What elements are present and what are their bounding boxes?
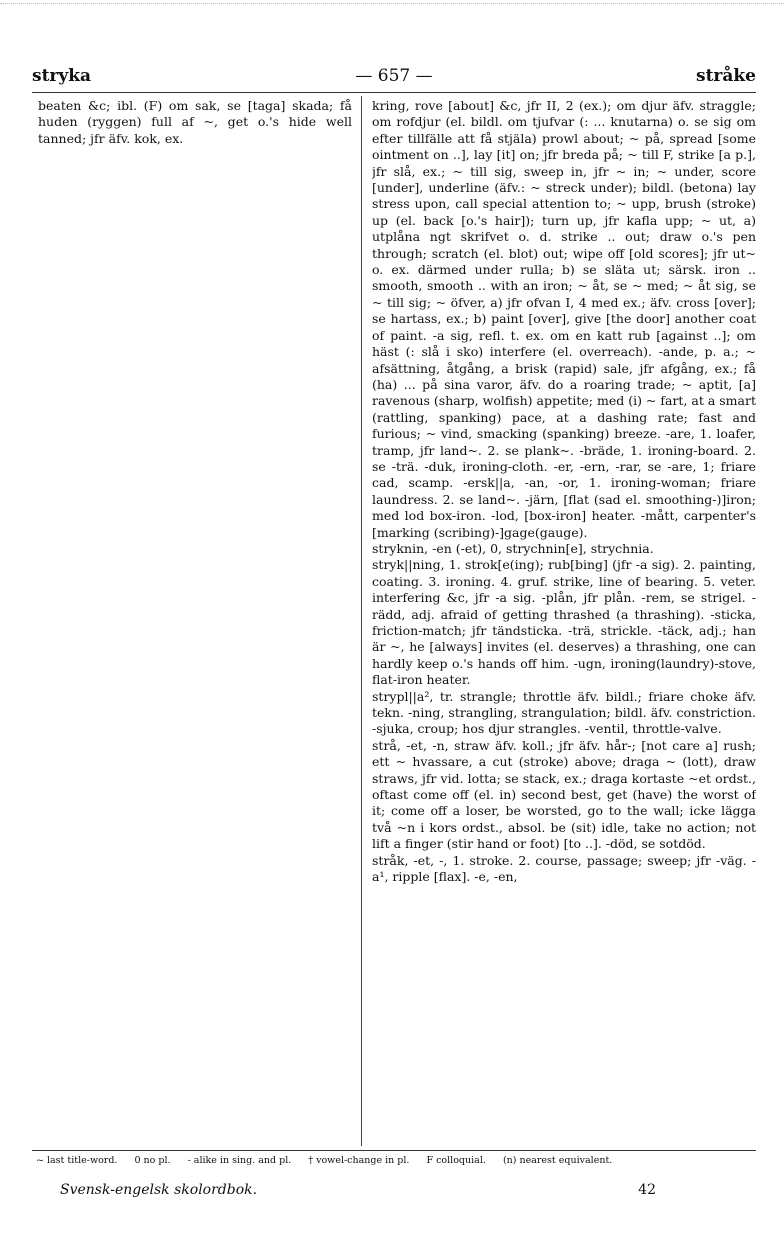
dictionary-entry: kring, rove [about] &c, jfr II, 2 (ex.); om djur äfv. straggle; om rofdjur (el. bildl. om tjufvar (: ... knutarna) o. se sig om efter tillfälle att få stjäla) prowl about; ~ på, spread [some ointment on ..], lay [it] on; jfr breda på; ~ till F, strike [a p.], jfr slå, ex.; ~ till sig, sweep in, jfr ~ in; ~ under, score [under], underline (äfv.: ~ streck under); bildl. (betona) lay stress upon, call special attention to; ~ upp, brush (stroke) up (el. back [o.'s hair]); turn up, jfr kafla upp; ~ ut, a) utplåna ngt skrifvet o. d. strike .. out; draw o.'s pen through; scratch (el. blot) out; wipe off [old scores]; jfr ut~ o. ex. därmed under rulla; b) se släta ut; särsk. iron .. smooth, smooth .. with an iron; ~ åt, se ~ med; ~ åt sig, se ~ till sig; ~ öfver, a) jfr ofvan I, 4 med ex.; äfv. cross [over]; se hartass, ex.; b) paint [over], give [the door] another coat of paint. -a sig, refl. t. ex. om en katt rub [against ..]; om häst (: slå i sko) interfere (el. overreach). -ande, p. a.; ~ afsättning, åtgång, a brisk (rapid) sale, jfr afgång, ex.; få (ha) ... på sina varor, äfv. do a roaring trade; ~ aptit, [a] ravenous (sharp, wolfish) appetite; med (i) ~ fart, at a smart (rattling, spanking) pace, at a dashing rate; fast and furious; ~ vind, smacking (spanking) breeze. -are, 1. loafer, tramp, jfr land~. 2. se plank~. -bräde, 1. ironing-board. 2. se -trä. -duk, ironing-cloth. -er, -ern, -rar, se -are, 1; friare cad, scamp. -ersk||a, -an, -or, 1. ironing-woman; friare laundress. 2. se land~. -järn, [flat (sad el. smoothing-)]iron; med lod box-iron. -lod, [box-iron] heater. -mått, carpenter's [marking (scribing)-]gage(gauge). bbox=[372, 98, 756, 540]
left-column bbox=[38, 98, 352, 1143]
abbreviation-legend bbox=[36, 1155, 754, 1166]
left-guide-word: stryka bbox=[32, 66, 92, 86]
dictionary-entry: stråk, -et, -, 1. stroke. 2. course, passage; sweep; jfr -väg. -a¹, ripple [flax]. -e, -en, bbox=[372, 852, 756, 885]
header-rule bbox=[32, 92, 756, 93]
dictionary-entry: stryknin, -en (-et), 0, strychnin[e], strychnia. bbox=[372, 540, 654, 556]
dictionary-entry: beaten &c; ibl. (F) om sak, se [taga] skada; få huden (ryggen) full af ~, get o.'s hide well tanned; jfr äfv. kok, ex. bbox=[38, 98, 352, 146]
footer-rule bbox=[32, 1150, 756, 1151]
dictionary-entry: strå, -et, -n, straw äfv. koll.; jfr äfv. hår-; [not care a] rush; ett ~ hvassare, a cut (stroke) above; draga ~ (lott), draw straws, jfr vid. lotta; se stack, ex.; draga kortaste ~et ordst., oftast come off (el. in) second best, get (have) the worst of it; come off a loser, be worsted, go to the wall; icke lägga två ~n i kors ordst., absol. be (sit) idle, take no action; not lift a finger (stir hand or foot) [to ..]. -död, se sotdöd. bbox=[372, 737, 756, 852]
legend-item: (n) nearest equivalent. bbox=[502, 1155, 613, 1166]
legend-item: † vowel-change in pl. bbox=[308, 1155, 410, 1166]
dictionary-entry: stryk||ning, 1. strok[e(ing); rub[bing] (jfr -a sig). 2. painting, coating. 3. ironing. 4. gruf. strike, line of bearing. 5. veter. interfering &c, jfr -a sig. -plån, jfr plån. -rem, se strigel. -rädd, adj. afraid of getting thrashed (a thrashing). -sticka, friction-match; jfr tändsticka. -trä, strickle. -täck, adj.; han är ~, he [always] invites (el. deserves) a thrashing, one can hardly keep o.'s hands off him. -ugn, ironing(laundry)-stove, flat-iron heater. bbox=[372, 557, 756, 688]
legend-item: - alike in sing. and pl. bbox=[187, 1155, 292, 1166]
column-divider bbox=[361, 96, 362, 1146]
legend-item: F colloquial. bbox=[426, 1155, 486, 1166]
sheet-number: 42 bbox=[638, 1182, 656, 1198]
page-header bbox=[32, 66, 756, 90]
page-top-edge bbox=[0, 3, 784, 4]
right-guide-word: stråke bbox=[696, 66, 756, 86]
book-title: Svensk-engelsk skolordbok. bbox=[60, 1182, 258, 1198]
legend-item: 0 no pl. bbox=[134, 1155, 171, 1166]
dictionary-entry: strypl||a², tr. strangle; throttle äfv. bildl.; friare choke äfv. tekn. -ning, strangling, strangulation; bildl. äfv. constriction. -sjuka, croup; hos djur strangles. -ventil, throttle-valve. bbox=[372, 688, 756, 737]
legend-item: ~ last title-word. bbox=[36, 1155, 118, 1166]
right-column bbox=[372, 98, 756, 1143]
page-number: — 657 — bbox=[355, 66, 433, 86]
